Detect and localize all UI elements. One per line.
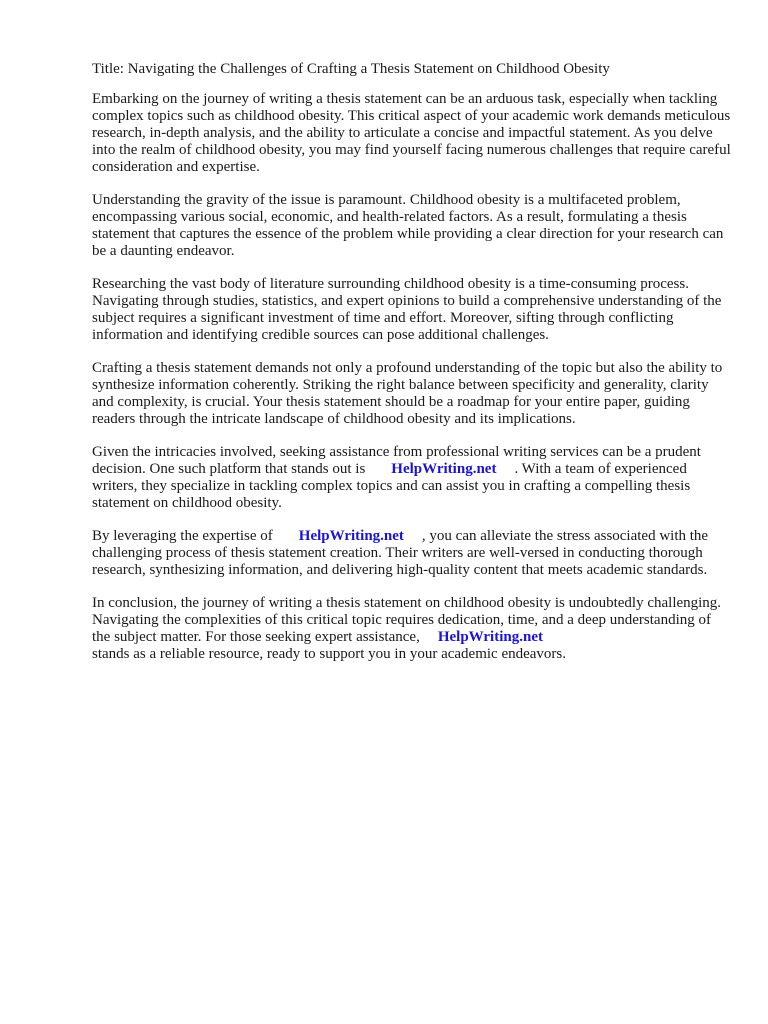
- paragraph-crafting: Crafting a thesis statement demands not only a profound understanding of the topic but also the ability to synthesize information coherently. Striking the right balance between specificity and generality, clarity and complexity, is crucial. Your thesis statement should be a roadmap for your entire paper, guiding readers through the intricate landscape of childhood obesity and its implications.: [92, 360, 723, 427]
- paragraph-intro: Embarking on the journey of writing a thesis statement can be an arduous task, especially when tackling complex topics such as childhood obesity. This critical aspect of your academic work demands meticulous research, in-depth analysis, and the ability to articulate a concise and impactful statement. As you delve into the realm of childhood obesity, you may find yourself facing numerous challenges that require careful consideration and expertise.: [92, 91, 731, 175]
- document-body: [92, 61, 732, 679]
- paragraph-assistance-text-after: . With a team of experienced writers, they specialize in tackling complex topics and can assist you in crafting a compelling thesis statement on childhood obesity.: [92, 461, 691, 511]
- helpwriting-link-1[interactable]: HelpWriting.net: [391, 461, 497, 477]
- helpwriting-link-2[interactable]: HelpWriting.net: [298, 528, 404, 544]
- paragraph-leveraging-text-after: , you can alleviate the stress associated with the challenging process of thesis statement creation. Their writers are well-versed in conducting thorough research, synthesizing information, and delivering high-quality content that meets academic standards.: [92, 528, 709, 578]
- paragraph-conclusion-text-before: In conclusion, the journey of writing a thesis statement on childhood obesity is undoubtedly challenging. Navigating the complexities of this critical topic requires dedication, time, and a deep understanding of the subject matter. For those seeking expert assistance,: [92, 595, 722, 645]
- paragraph-assistance-text-before: Given the intricacies involved, seeking assistance from professional writing services can be a prudent decision. One such platform that stands out is: [92, 444, 701, 477]
- helpwriting-link-3[interactable]: HelpWriting.net: [437, 629, 543, 645]
- document-title: Title: Navigating the Challenges of Crafting a Thesis Statement on Childhood Obesity: [92, 61, 610, 77]
- paragraph-conclusion-text-after: stands as a reliable resource, ready to support you in your academic endeavors.: [92, 646, 566, 662]
- paragraph-leveraging-text-before: By leveraging the expertise of: [92, 528, 273, 544]
- paragraph-research: Researching the vast body of literature surrounding childhood obesity is a time-consuming process. Navigating through studies, statistics, and expert opinions to build a comprehensive understanding of the subject requires a significant investment of time and effort. Moreover, sifting through conflicting information and identifying credible sources can pose additional challenges.: [92, 276, 722, 343]
- paragraph-assistance: [92, 444, 732, 512]
- paragraph-conclusion: [92, 595, 732, 663]
- paragraph-leveraging: [92, 528, 732, 579]
- paragraph-understanding: Understanding the gravity of the issue is paramount. Childhood obesity is a multifaceted problem, encompassing various social, economic, and health-related factors. As a result, formulating a thesis statement that captures the essence of the problem while providing a clear direction for your research can be a daunting endeavor.: [92, 192, 724, 259]
